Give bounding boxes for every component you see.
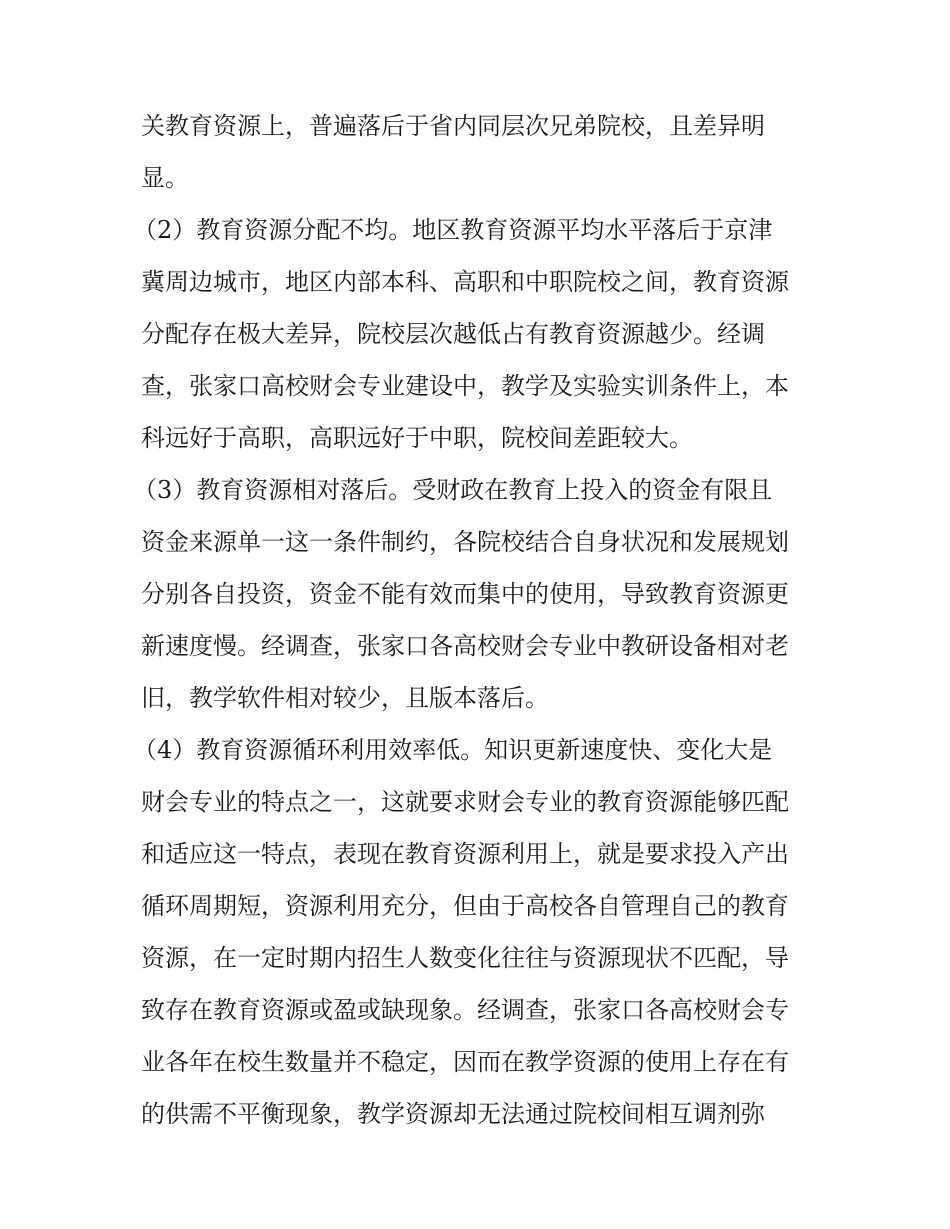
text-line: 的供需不平衡现象，教学资源却无法通过院校间相互调剂弥 — [141, 1100, 765, 1128]
text-line: 分别各自投资，资金不能有效而集中的使用，导致教育资源更 — [141, 580, 789, 608]
text-line: 关教育资源上，普遍落后于省内同层次兄弟院校，且差异明 — [141, 112, 765, 140]
text-line: 显。 — [141, 164, 189, 192]
text-line: 冀周边城市，地区内部本科、高职和中职院校之间，教育资源 — [141, 268, 789, 296]
text-line: 资源，在一定时期内招生人数变化往往与资源现状不匹配，导 — [141, 944, 789, 972]
text-line: 财会专业的特点之一，这就要求财会专业的教育资源能够匹配 — [141, 788, 789, 816]
text-line: 旧，教学软件相对较少，且版本落后。 — [141, 684, 549, 712]
text-line: 循环周期短，资源利用充分，但由于高校各自管理自己的教育 — [141, 892, 789, 920]
text-line: （3）教育资源相对落后。受财政在教育上投入的资金有限且 — [133, 476, 773, 504]
text-line: 新速度慢。经调查，张家口各高校财会专业中教研设备相对老 — [141, 632, 789, 660]
text-line: （2）教育资源分配不均。地区教育资源平均水平落后于京津 — [133, 216, 773, 244]
body-text — [133, 100, 821, 1140]
text-line: 和适应这一特点，表现在教育资源利用上，就是要求投入产出 — [141, 840, 789, 868]
text-line: 查，张家口高校财会专业建设中，教学及实验实训条件上，本 — [141, 372, 789, 400]
text-line: 致存在教育资源或盈或缺现象。经调查，张家口各高校财会专 — [141, 996, 789, 1024]
text-line: 业各年在校生数量并不稳定，因而在教学资源的使用上存在有 — [141, 1048, 789, 1076]
text-line: 科远好于高职，高职远好于中职，院校间差距较大。 — [141, 424, 693, 452]
text-line: 资金来源单一这一条件制约，各院校结合自身状况和发展规划 — [141, 528, 789, 556]
text-line: 分配存在极大差异，院校层次越低占有教育资源越少。经调 — [141, 320, 765, 348]
text-line: （4）教育资源循环利用效率低。知识更新速度快、变化大是 — [133, 736, 773, 764]
